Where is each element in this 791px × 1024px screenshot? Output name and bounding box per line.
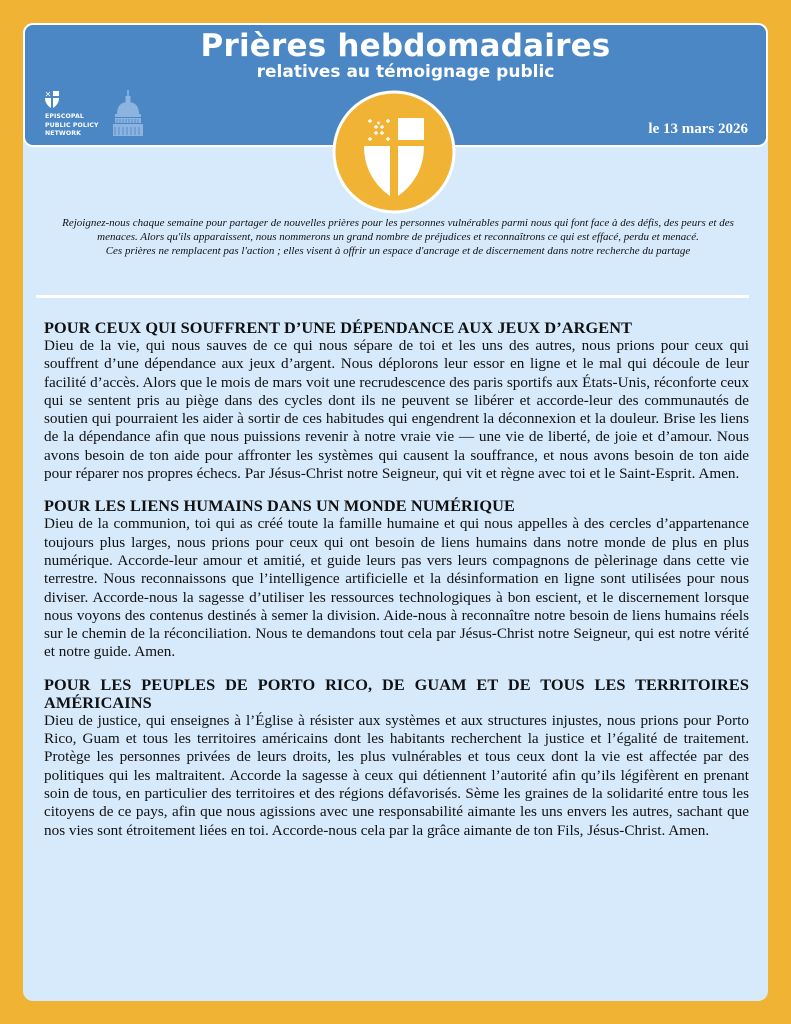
prayer-body: Dieu de justice, qui enseignes à l’Église à résister aux systèmes et aux structures injustes, nous prions pour Porto Rico, Guam et tous les territoires américains dont les habitants recherchent la justice et l’égalité de traitement. Protège les personnes privées de leurs droits, les plus vulnérables et tous ceux dont la vie est affectée par des politiques qui les maltraitent. Accorde la sagesse à ceux qui détiennent l’autorité afin qu’ils légifèrent en prenant soin de tous, en particulier des territoires et des régions défavorisés. Sème les graines de la solidarité entre tous les citoyens de ce pays, afin que nous agissions avec une responsabilité aimante les uns envers les autres, sachant que nos vies sont étroitement liées en toi. Accorde-nous cela par la grâce aimante de ton Fils, Jésus-Christ. Amen. [44,711,749,839]
prayer-heading: POUR LES PEUPLES DE PORTO RICO, DE GUAM ET DE TOUS LES TERRITOIRES AMÉRICAINS [44,674,749,712]
page-subtitle: relatives au témoignage public [256,62,555,82]
prayer-body: Dieu de la vie, qui nous sauves de ce qui nous sépare de toi et les uns des autres, nous prions pour ceux qui souffrent d’une dépendance aux jeux d’argent. Nous déplorons leur essor en ligne et le mal qui découle de leur facilité d’accès. Alors que le mois de mars voit une recrudescence des paris sportifs aux États-Unis, réconforte ceux qui se sentent pris au piège dans des cycles dont ils ne peuvent se libérer et accorde-leur des communautés de soutien qui pourraient les aider à sortir de ces habitudes qui engendrent la déconnexion et la douleur. Brise les liens de la dépendance afin que nous puissions revenir à notre vraie vie — une vie de liberté, de joie et d’amour. Nous avons besoin de ton aide pour affronter les systèmes qui causent la souffrance, et nous avons besoin de ton aide pour réparer nos propres échecs. Par Jésus-Christ notre Seigneur, qui vit et règne avec toi et le Saint-Esprit. Amen. [44,337,749,483]
org-logo [45,88,155,138]
date-label: le 13 mars 2026 [648,121,748,137]
episcopal-shield-emblem-icon [332,90,456,214]
capitol-dome-icon [112,90,144,138]
intro-paragraph: Rejoignez-nous chaque semaine pour partager de nouvelles prières pour les personnes vulnérables parmi nous qui font face à des défis, des peurs et des menaces. Alors qu'ils apparaissent, nous nommerons un grand nombre de préjudices et reconnaîtrons ce qui est effacé, perdu et menacé. [62,217,734,243]
prayers-content [44,319,749,854]
prayer-section-territories [44,676,749,840]
prayer-body: Dieu de la communion, toi qui as créé toute la famille humaine et qui nous appelles à des cercles d’appartenance toujours plus larges, nous prions pour ceux qui ont besoin de liens humains dans notre monde de plus en plus numérique. Accorde-leur amour et amitié, et guide leurs pas vers leurs compagnons de pèlerinage dans cette vie terrestre. Nous reconnaissons que l’intelligence artificielle et la désinformation en ligne sont utilisées pour nous diviser. Accorde-nous la sagesse d’utiliser les ressources technologiques à bon escient, et le discernement lorsque nous voyons des contenus destinés à semer la division. Aide-nous à reconnaître notre besoin de liens humains réels sur le chemin de la réconciliation. Nous te demandons tout cela par Jésus-Christ notre Seigneur, qui est notre vérité et notre guide. Amen. [44,515,749,661]
page-title: Prières hebdomadaires [200,28,611,64]
prayer-heading: POUR LES LIENS HUMAINS DANS UN MONDE NUMÉRIQUE [44,496,515,516]
page-card [23,23,768,1001]
prayer-heading: POUR CEUX QUI SOUFFRENT D’UNE DÉPENDANCE AUX JEUX D’ARGENT [44,318,633,337]
episcopal-shield-icon [45,91,59,108]
org-name: EPISCOPAL PUBLIC POLICY NETWORK [45,113,99,137]
divider [36,295,749,298]
intro-text [51,216,745,258]
prayer-section-gambling [44,319,749,483]
prayer-section-human-connection [44,497,749,661]
intro-disclaimer: Ces prières ne remplacent pas l'action ; elles visent à offrir un espace d'ancrage et de discernement dans notre recherche du partage [105,245,691,257]
